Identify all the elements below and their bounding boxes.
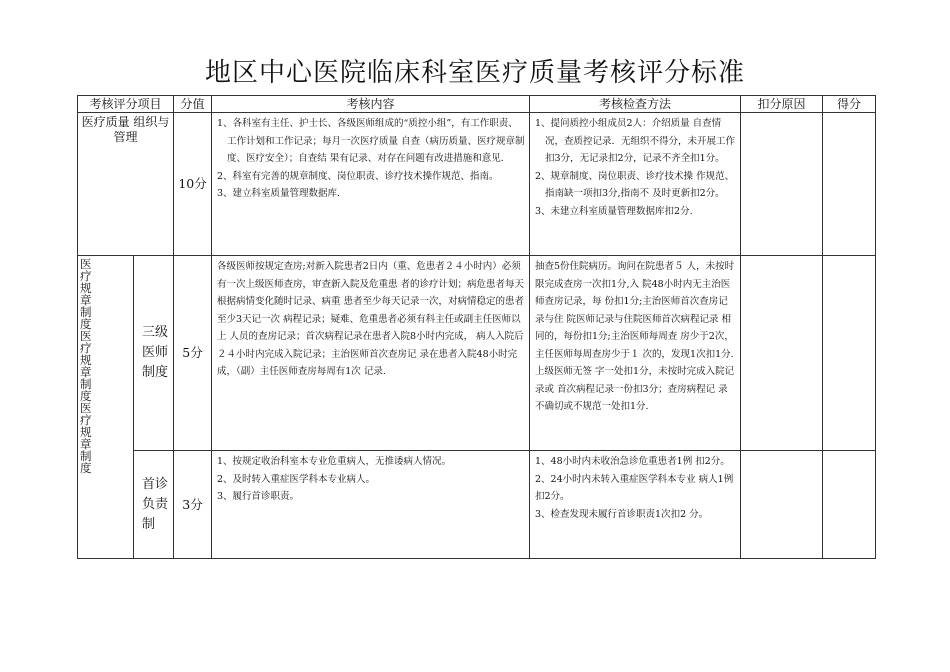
score-cell: [174, 113, 212, 256]
content-cell: [212, 113, 530, 256]
content-item: 3、建立科室质量管理数据库.: [217, 188, 341, 199]
header-score: 分值: [174, 96, 212, 113]
score-value: 3分: [182, 496, 203, 512]
deduction-reason-cell: [741, 256, 823, 451]
content-item: 3、履行首诊职责。: [217, 491, 300, 502]
points-cell: [823, 256, 876, 451]
score-cell: [174, 256, 212, 451]
method-item: 2、24小时内未转入重症医学科本专业 病人1例扣2分。: [535, 473, 734, 502]
sub-item-label: 三级医师制度: [142, 325, 169, 380]
header-method: 考核检查方法: [530, 96, 741, 113]
page-title: 地区中心医院临床科室医疗质量考核评分标准: [204, 58, 745, 88]
method-item: 3、未建立科室质量管理数据库扣2分.: [535, 205, 693, 217]
content-cell: [212, 451, 530, 559]
deduction-reason-cell: [741, 451, 823, 559]
method-cell: [530, 451, 741, 559]
scoring-table: [77, 95, 876, 559]
method-cell: [530, 113, 741, 256]
points-cell: [823, 113, 876, 256]
content-item: 2、科室有完善的规章制度、岗位职责、诊疗技术操作规范、指南。: [217, 170, 499, 182]
header-item: 考核评分项目: [78, 96, 174, 113]
score-value: 10分: [178, 176, 207, 191]
group-label: 医疗规章制度医疗规章制度医疗规章制度: [80, 257, 92, 475]
method-item: 1、48小时内未收治急诊危重患者1例 扣2分。: [535, 456, 730, 467]
table-row: [78, 451, 876, 559]
header-content: 考核内容: [212, 96, 530, 113]
method-item: 3、检查发现未履行首诊职责1次扣2 分。: [535, 508, 709, 520]
content-text: 各级医师按规定查房;对新入院患者2日内（重、危患者２４小时内）必须有一次上级医师查房，审查新入院及危重患 者的诊疗计划；病危患者每天根据病情变化随时记录、病重 患者至少每天记录一次，对病情稳定的患者至少3天记一次 病程记录；疑难、危重患者必须有科主任或副主任医师以上 人员的查房记录；首次病程记录在患者入院8小时内完成， 病人入院后２４小时内完成入院记录；主治医师首次查房记 录在患者入院48小时完成，（副）主任医师查房每周有1次 记录.: [217, 261, 525, 377]
sub-item-cell: [134, 451, 174, 559]
header-points: 得分: [823, 96, 876, 113]
content-cell: [212, 256, 530, 451]
content-item: 1、各科室有主任、护士长、各级医师组成的“质控小组”，有工作职责、工作计划和工作记录；每月一次医疗质量 自查（病历质量、医疗规章制度、医疗安全）；自查结 果有记录、对存在问题有改进措施和意见.: [217, 118, 525, 164]
category-cell: [78, 113, 174, 256]
points-cell: [823, 451, 876, 559]
table-row: [78, 113, 876, 256]
deduction-reason-cell: [741, 113, 823, 256]
header-deduction-reason: 扣分原因: [741, 96, 823, 113]
sub-item-cell: [134, 256, 174, 451]
score-cell: [174, 451, 212, 559]
category-label: 医疗质量 组织与管理: [81, 115, 170, 144]
group-label-cell: [78, 256, 134, 559]
score-value: 5分: [182, 345, 203, 360]
content-item: 2、及时转入重症医学科本专业病人。: [217, 473, 376, 485]
table-row: [78, 256, 876, 451]
method-cell: [530, 256, 741, 451]
method-item: 2、规章制度、岗位职责、诊疗技术操 作规范、指南缺一项扣3分,指南不 及时更新扣2分。: [535, 170, 735, 199]
method-item: 1、提问质控小组成员2人：介绍质量 自查情况，查质控记录．无组织不得分，未开展工作扣3分，无记录扣2分，记录不齐全扣1分。: [535, 118, 736, 164]
method-text: 抽查5份住院病历。询问在院患者５ 人，未按时限完成查房一次扣1分,入 院48小时内无主治医师查房记录，每 份扣1分;主治医师首次查房记录与住 院医师记录与住院医师首次病程记录 相同的，每份扣1分;主治医师每周查 房少于2次，主任医师每周查房少于１ 次的，发现1次扣1分.上级医师无签 字一处扣1分，未按时完成入院记录或 首次病程记录一份扣3分；查房病程记 录不确切或不规范一处扣1分.: [535, 261, 735, 412]
sub-item-label: 首诊负责制: [142, 476, 169, 532]
header-row: [78, 96, 876, 113]
content-item: 1、按规定收治科室本专业危重病人，无推诿病人情况。: [217, 456, 452, 467]
